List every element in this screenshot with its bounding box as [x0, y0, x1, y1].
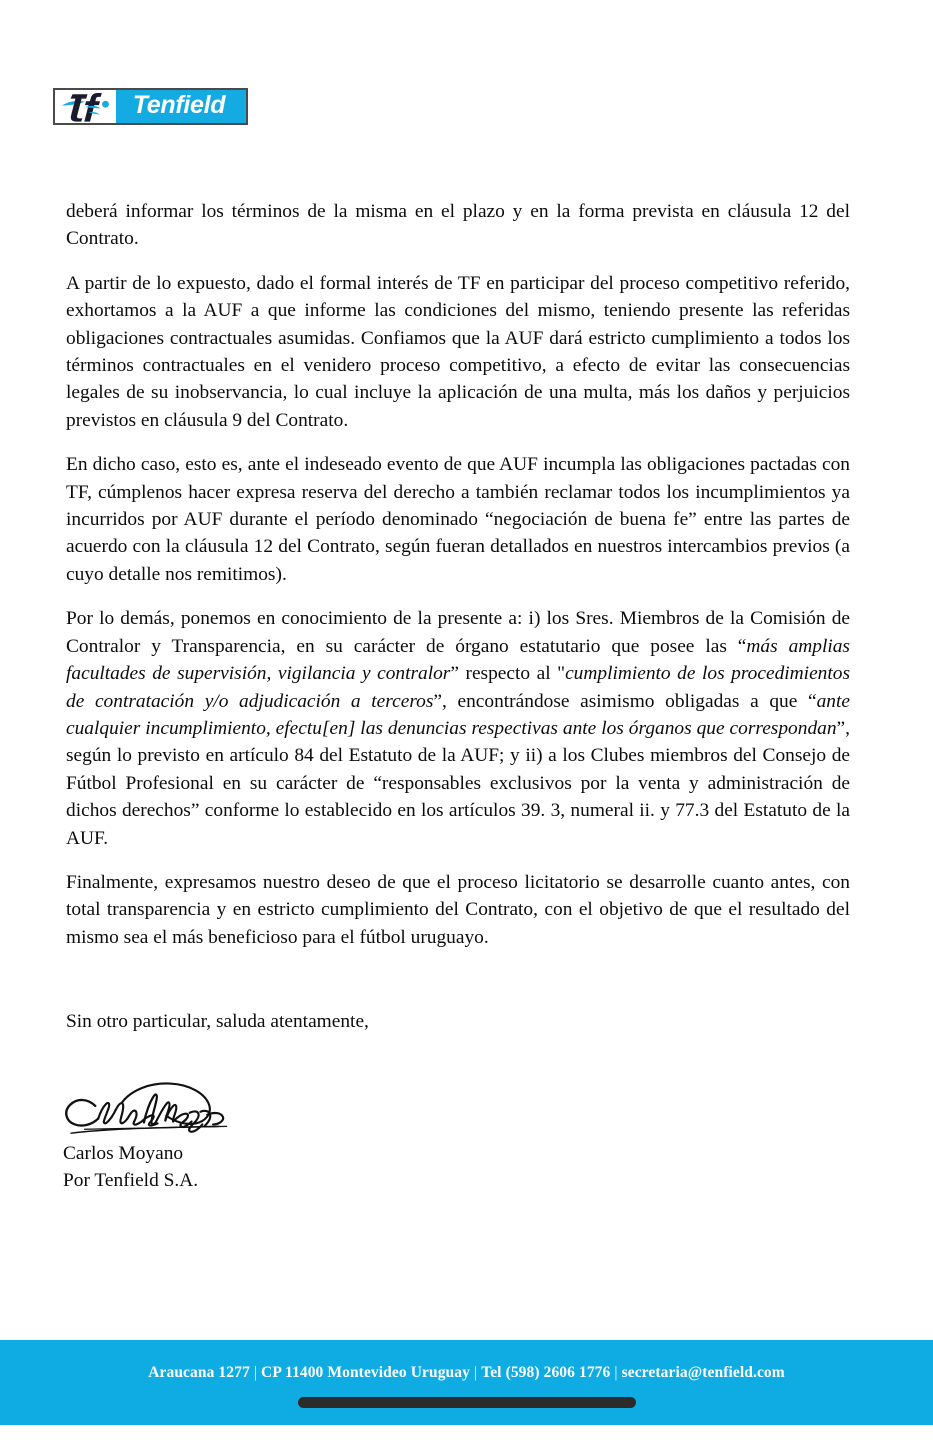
text-run: ante cualquier incumplimiento, efectu[en] las denuncias respectivas ante los órganos que correspondan	[66, 690, 850, 739]
letterhead	[53, 88, 248, 125]
paragraph-2	[66, 270, 850, 434]
text-run: deberá informar los términos de la misma en el plazo y en la forma prevista en cláusula 12 del Contrato.	[66, 201, 850, 250]
tenfield-logo	[53, 88, 248, 125]
footer-separator-2: |	[473, 1364, 478, 1382]
closing-line: Sin otro particular, saluda atentamente,	[66, 1011, 369, 1032]
text-run: Por lo demás, ponemos en conocimiento de la presente a: i) los Sres. Miembros de la Comisión de Contralor y Transparencia, en su carácter de órgano estatutario que posee las “	[66, 608, 850, 657]
paragraph-4	[66, 605, 850, 852]
footer-address: Araucana 1277	[148, 1364, 250, 1382]
paragraph-3	[66, 451, 850, 588]
text-run: ”, según lo previsto en artículo 84 del Estatuto de la AUF; y ii) a los Clubes miembros del Consejo de Fútbol Profesional en su carácter de “responsables exclusivos por la venta y administración de dichos derechos” conforme lo establecido en los artículos 39. 3, numeral ii. y 77.3 del Estatuto de la AUF.	[66, 717, 850, 849]
letter-body	[66, 198, 850, 951]
text-run: ” respecto al "	[450, 663, 566, 685]
handwritten-signature	[63, 1068, 258, 1140]
tenfield-tf-monogram-icon	[55, 90, 116, 123]
footer-separator-3: |	[614, 1364, 618, 1382]
signature-block	[63, 1068, 463, 1194]
bottom-white-strip	[0, 1425, 933, 1443]
tenfield-wordmark	[116, 90, 246, 123]
tenfield-wordmark-text: Tenfield	[132, 91, 226, 119]
footer-contact-line	[148, 1365, 785, 1381]
paragraph-1	[66, 198, 850, 253]
home-indicator-bar[interactable]	[298, 1397, 636, 1408]
footer-separator-1: |	[253, 1364, 258, 1382]
text-run: A partir de lo expuesto, dado el formal interés de TF en participar del proceso competitivo referido, exhortamos a la AUF a que informe las condiciones del mismo, teniendo presente las referidas obligaciones contractuales asumidas. Confiamos que la AUF dará estricto cumplimiento a todos los términos contractuales en el venidero proceso competitivo, a efecto de evitar las consecuencias legales de su inobservancia, lo cual incluye la aplicación de una multa, más los daños y perjuicios previstos en cláusula 9 del Contrato.	[66, 272, 850, 431]
paragraph-5	[66, 869, 850, 951]
text-run: cumplimiento de los procedimientos de contratación y/o adjudicación a terceros	[66, 663, 850, 712]
text-run: ”, encontrándose asimismo obligadas a que “	[433, 690, 817, 712]
page-footer	[0, 1340, 933, 1425]
signer-role: Por Tenfield S.A.	[63, 1170, 199, 1191]
footer-email: secretaria@tenfield.com	[621, 1364, 785, 1382]
signer-name: Carlos Moyano	[63, 1143, 184, 1164]
text-run: En dicho caso, esto es, ante el indeseado evento de que AUF incumpla las obligaciones pactadas con TF, cúmplenos hacer expresa reserva del derecho a también reclamar todos los incumplimientos ya incurridos por AUF durante el período denominado “negociación de buena fe” entre las partes de acuerdo con la cláusula 12 del Contrato, según fueran detallados en nuestros intercambios previos (a cuyo detalle nos remitimos).	[66, 454, 850, 585]
text-run: más amplias facultades de supervisión, vigilancia y contralor	[66, 635, 850, 685]
text-run: Finalmente, expresamos nuestro deseo de que el proceso licitatorio se desarrolle cuanto antes, con total transparencia y en estricto cumplimiento del Contrato, con el objetivo de que el resultado del mismo sea el más beneficioso para el fútbol uruguayo.	[66, 871, 850, 948]
footer-phone: Tel (598) 2606 1776	[481, 1364, 611, 1382]
footer-postal: CP 11400 Montevideo Uruguay	[261, 1364, 470, 1382]
